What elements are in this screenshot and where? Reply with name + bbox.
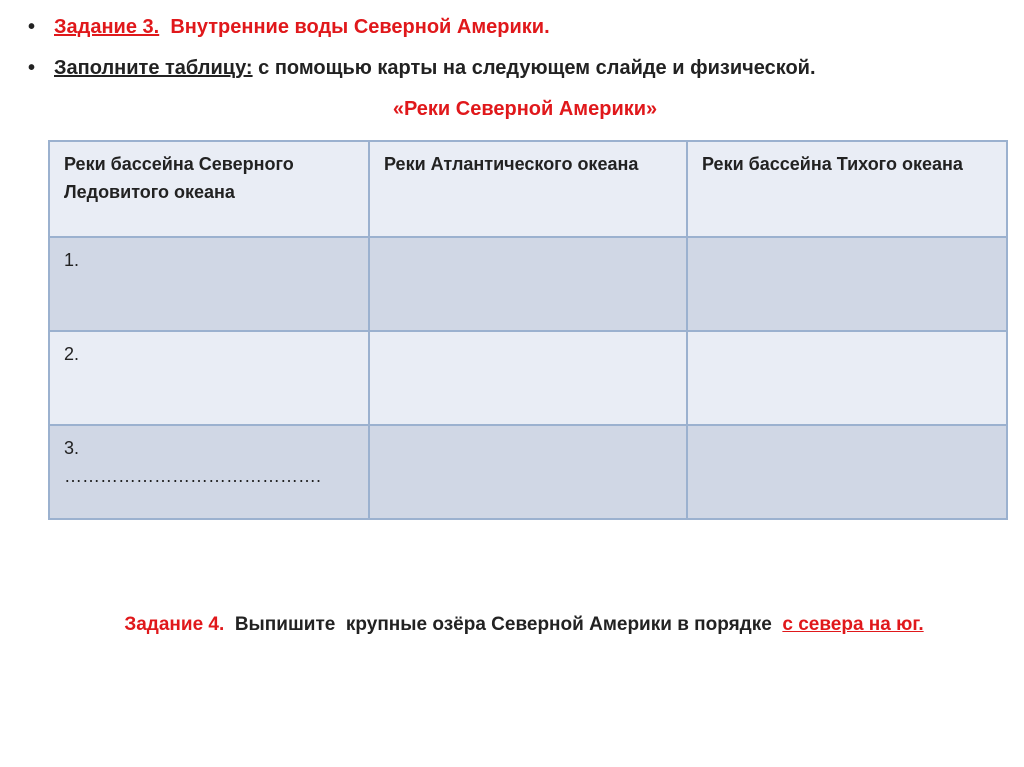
instruction-lead: Заполните таблицу: [54,57,253,79]
task4-label: Задание 4. [124,614,225,635]
table-cell[interactable] [49,425,369,519]
task3-line [28,14,550,40]
header-atlantic-rivers: Реки Атлантического океана [369,141,687,237]
table-cell[interactable] [687,331,1007,425]
task3-label: Задание 3. [54,16,160,38]
table-title: «Реки Северной Америки» [392,98,658,120]
fill-in-dots: ……………………………………. [64,466,322,486]
table-header-row [49,141,1007,237]
table-cell[interactable] [369,425,687,519]
rivers-table [48,140,1008,520]
header-pacific-rivers: Реки бассейна Тихого океана [687,141,1007,237]
task3-title: Внутренние воды Северной Америки. [170,16,550,38]
table-row [49,425,1007,519]
task4-direction: с севера на юг. [782,614,924,635]
table-cell[interactable]: 2. [49,331,369,425]
table-row [49,331,1007,425]
table-row [49,237,1007,331]
table-cell[interactable] [687,425,1007,519]
row-number: 3. [64,438,80,458]
task4-line [0,612,1024,638]
task4-text: Выпишите крупные озёра Северной Америки в порядке [224,614,783,635]
table-cell[interactable] [687,237,1007,331]
bullet-icon: • [28,16,36,38]
header-arctic-rivers: Реки бассейна Северного Ледовитого океана [49,141,369,237]
table-cell[interactable] [369,331,687,425]
bullet-icon: • [28,57,36,79]
instruction-line [28,55,816,81]
table-cell[interactable] [369,237,687,331]
table-cell[interactable]: 1. [49,237,369,331]
instruction-rest: с помощью карты на следующем слайде и физической. [252,57,816,79]
